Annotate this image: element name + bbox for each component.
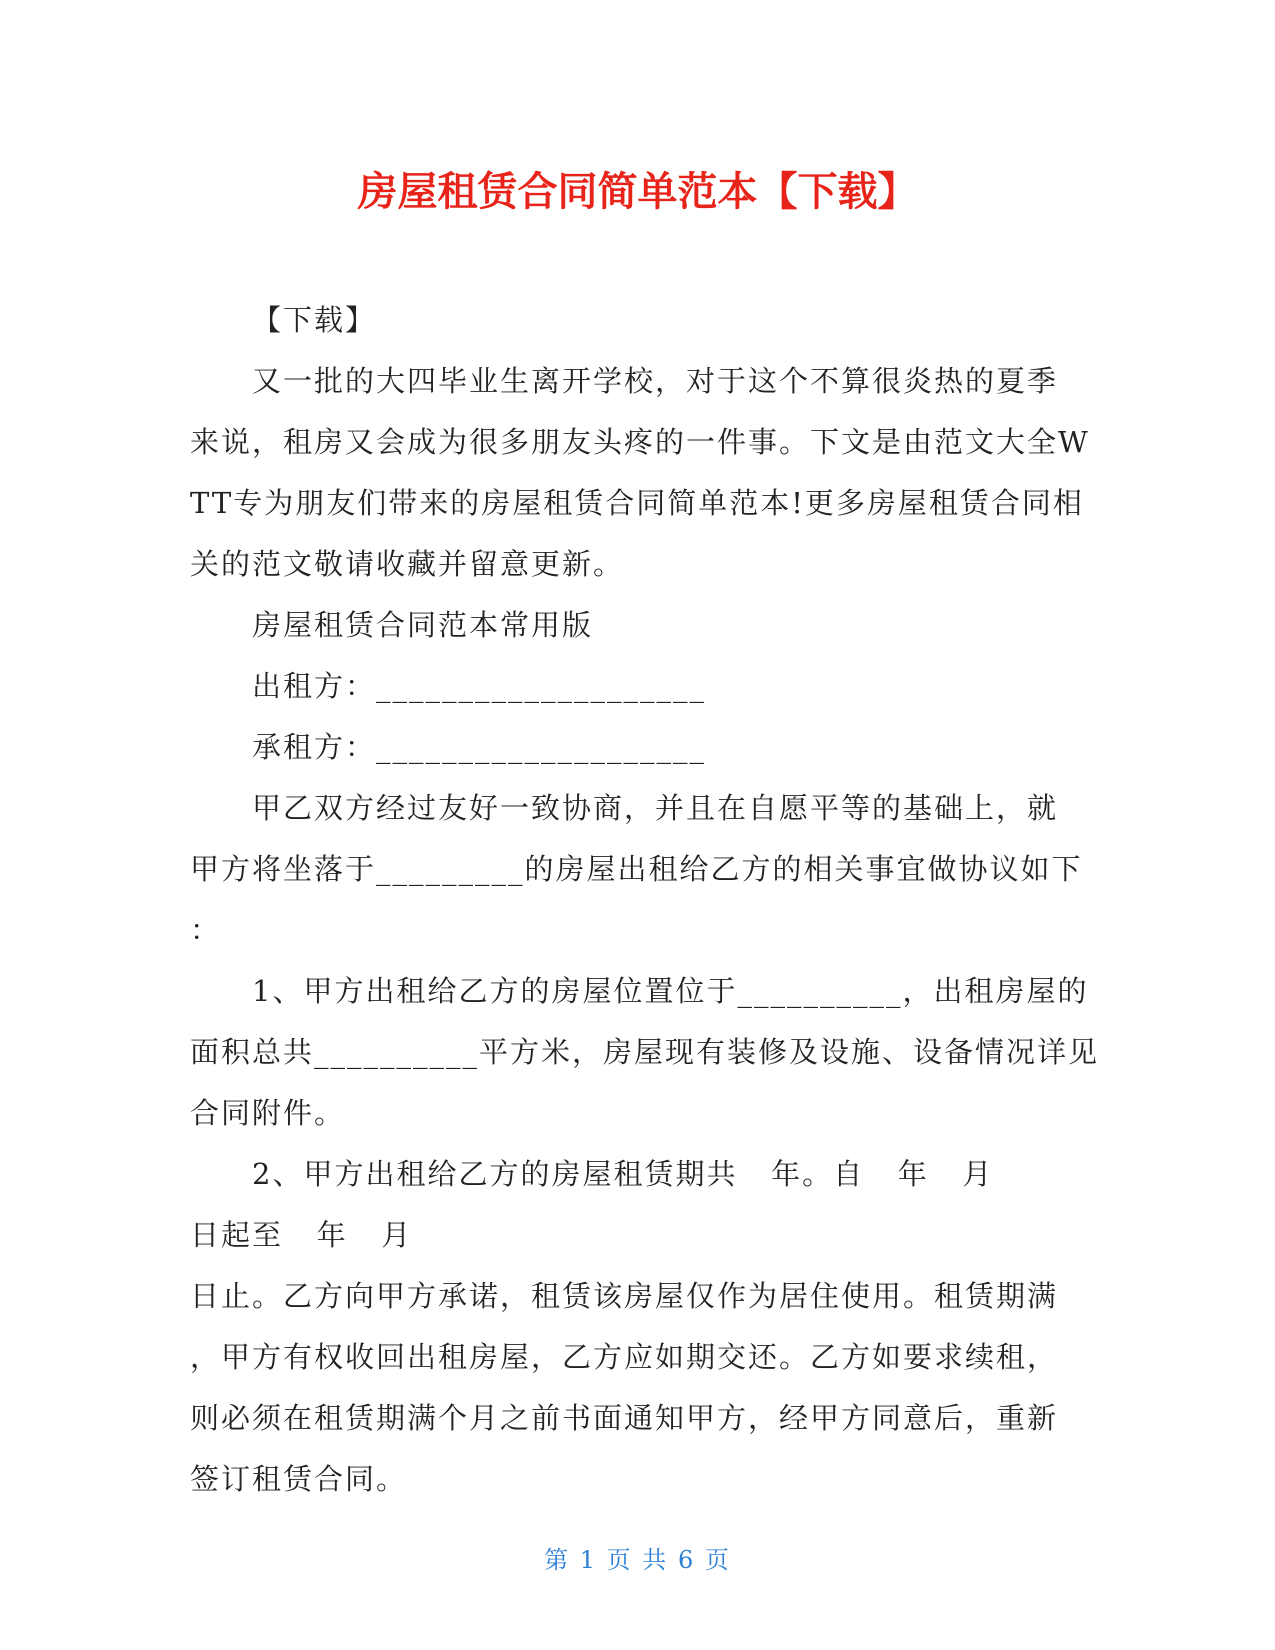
clause-2-line: ，甲方有权收回出租房屋，乙方应如期交还。乙方如要求续租， [190, 1340, 1059, 1374]
paragraph-line: ： [190, 913, 222, 947]
clause-2-line: 签订租赁合同。 [190, 1462, 408, 1496]
paragraph-line: 甲方将坐落于_________的房屋出租给乙方的相关事宜做协议如下 [190, 852, 1083, 886]
section-heading: 房屋租赁合同范本常用版 [252, 608, 594, 642]
lessor-field: 出租方：____________________ [252, 669, 707, 703]
page-number-footer: 第 1 页 共 6 页 [544, 1546, 731, 1574]
paragraph-line: 来说，租房又会成为很多朋友头疼的一件事。下文是由范文大全W [190, 425, 1090, 459]
clause-2-line: 日起至 年 月 [190, 1218, 413, 1252]
clause-2-line: 日止。乙方向甲方承诺，租赁该房屋仅作为居住使用。租赁期满 [190, 1279, 1059, 1313]
clause-1-line: 1、甲方出租给乙方的房屋位置位于__________，出租房屋的 [252, 974, 1089, 1008]
clause-2-line: 2、甲方出租给乙方的房屋租赁期共 年。自 年 月 [252, 1157, 994, 1191]
clause-2-line: 则必须在租赁期满个月之前书面通知甲方，经甲方同意后，重新 [190, 1401, 1059, 1435]
paragraph-line: 甲乙双方经过友好一致协商，并且在自愿平等的基础上，就 [252, 791, 1059, 825]
paragraph-line: 关的范文敬请收藏并留意更新。 [190, 547, 625, 581]
paragraph-line: TT专为朋友们带来的房屋租赁合同简单范本!更多房屋租赁合同相 [190, 486, 1084, 520]
paragraph-line: 【下载】 [252, 303, 377, 337]
paragraph-line: 又一批的大四毕业生离开学校，对于这个不算很炎热的夏季 [252, 364, 1059, 398]
clause-1-line: 合同附件。 [190, 1096, 346, 1130]
clause-1-line: 面积总共__________平方米，房屋现有装修及设施、设备情况详见 [190, 1035, 1100, 1069]
document-body [190, 290, 1100, 1510]
document-title: 房屋租赁合同简单范本【下载】 [357, 169, 918, 215]
lessee-field: 承租方：____________________ [252, 730, 707, 764]
